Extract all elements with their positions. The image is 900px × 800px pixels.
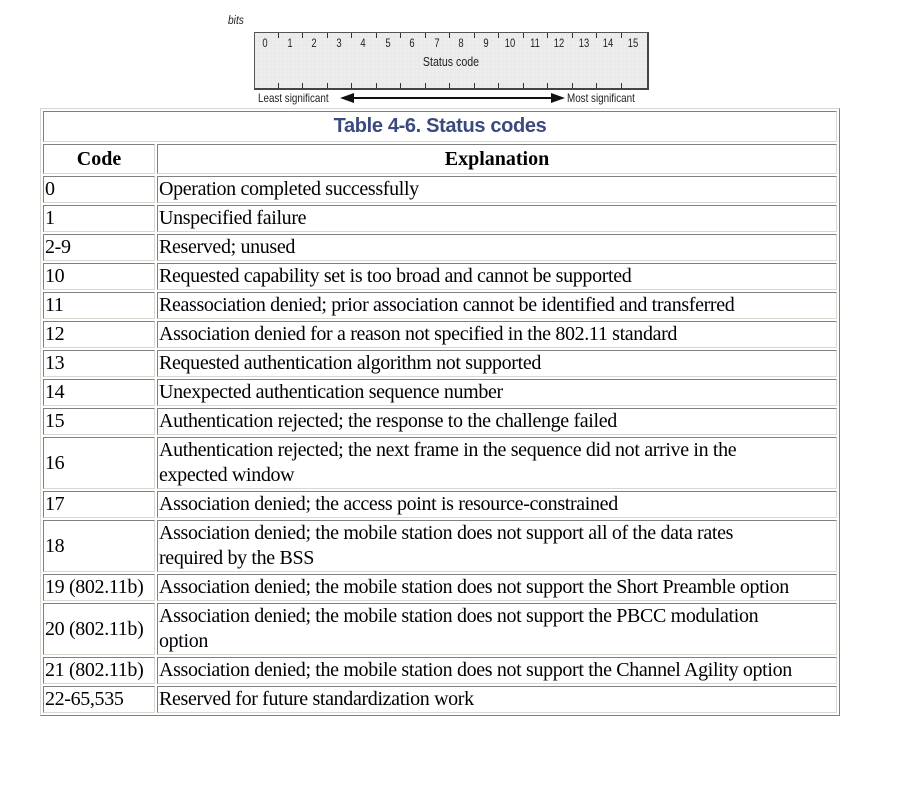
bit-divider-tick xyxy=(278,83,279,88)
bit-divider-tick xyxy=(449,33,450,38)
bit-divider-tick xyxy=(425,83,426,88)
least-significant-label: Least significant xyxy=(258,91,329,105)
field-name: Status code xyxy=(422,55,480,69)
status-code-cell: 14 xyxy=(43,379,155,406)
bit-divider-tick xyxy=(302,33,303,38)
explanation-cell: Association denied for a reason not specified in the 802.11 standard xyxy=(157,321,837,348)
explanation-cell: Association denied; the mobile station does not support all of the data rates required by the BSS xyxy=(157,520,837,572)
status-code-cell: 1 xyxy=(43,205,155,232)
bit-divider-tick xyxy=(572,33,573,38)
status-code-cell: 2-9 xyxy=(43,234,155,261)
status-codes-table xyxy=(40,108,840,716)
bit-divider-tick xyxy=(400,83,401,88)
status-code-cell: 12 xyxy=(43,321,155,348)
bit-divider-tick xyxy=(523,83,524,88)
bit-number: 0 xyxy=(262,38,268,50)
bit-number: 3 xyxy=(336,38,342,50)
bit-number: 4 xyxy=(360,38,366,50)
bit-divider-tick xyxy=(376,83,377,88)
table-row xyxy=(43,603,837,655)
explanation-cell: Unexpected authentication sequence number xyxy=(157,379,837,406)
bit-number: 12 xyxy=(554,38,565,50)
status-code-cell: 10 xyxy=(43,263,155,290)
bit-divider-tick xyxy=(449,83,450,88)
bit-divider-tick xyxy=(351,83,352,88)
status-code-cell: 17 xyxy=(43,491,155,518)
bit-divider-tick xyxy=(498,33,499,38)
table-row xyxy=(43,520,837,572)
bit-divider-tick xyxy=(498,83,499,88)
explanation-cell: Reassociation denied; prior association cannot be identified and transferred xyxy=(157,292,837,319)
explanation-cell: Requested capability set is too broad and cannot be supported xyxy=(157,263,837,290)
status-code-cell: 22-65,535 xyxy=(43,686,155,713)
bit-divider-tick xyxy=(596,83,597,88)
table-row xyxy=(43,379,837,406)
bit-number: 1 xyxy=(287,38,293,50)
bit-divider-tick xyxy=(547,83,548,88)
status-code-bit-diagram xyxy=(0,0,900,110)
bit-number: 2 xyxy=(311,38,317,50)
column-header-explanation: Explanation xyxy=(157,144,837,174)
table-row xyxy=(43,350,837,377)
bit-divider-tick xyxy=(376,33,377,38)
status-code-cell: 13 xyxy=(43,350,155,377)
bit-number: 7 xyxy=(434,38,440,50)
explanation-cell: Association denied; the mobile station does not support the Channel Agility option xyxy=(157,657,837,684)
caption-row xyxy=(43,111,837,142)
double-headed-arrow-icon xyxy=(340,92,565,104)
most-significant-label: Most significant xyxy=(567,91,635,105)
bit-divider-tick xyxy=(351,33,352,38)
column-header-code: Code xyxy=(43,144,155,174)
bit-divider-tick xyxy=(474,83,475,88)
table-row xyxy=(43,234,837,261)
bits-label: bits xyxy=(228,13,244,27)
bit-divider-tick xyxy=(425,33,426,38)
bit-number: 13 xyxy=(578,38,589,50)
bit-divider-tick xyxy=(547,33,548,38)
bit-number: 10 xyxy=(505,38,516,50)
table-row xyxy=(43,437,837,489)
bit-divider-tick xyxy=(621,33,622,38)
status-code-cell: 20 (802.11b) xyxy=(43,603,155,655)
explanation-cell: Reserved for future standardization work xyxy=(157,686,837,713)
status-code-cell: 21 (802.11b) xyxy=(43,657,155,684)
status-code-field-box xyxy=(254,32,649,90)
bit-number: 8 xyxy=(458,38,464,50)
table-row xyxy=(43,176,837,203)
table-row xyxy=(43,491,837,518)
status-code-cell: 18 xyxy=(43,520,155,572)
bit-number: 15 xyxy=(627,38,638,50)
bit-divider-tick xyxy=(572,83,573,88)
explanation-cell: Operation completed successfully xyxy=(157,176,837,203)
bit-divider-tick xyxy=(327,83,328,88)
bit-number: 6 xyxy=(409,38,415,50)
status-code-cell: 15 xyxy=(43,408,155,435)
table-row xyxy=(43,686,837,713)
explanation-cell: Authentication rejected; the next frame in the sequence did not arrive in the expected window xyxy=(157,437,837,489)
table-row xyxy=(43,263,837,290)
explanation-cell: Unspecified failure xyxy=(157,205,837,232)
header-row xyxy=(43,144,837,174)
table-row xyxy=(43,321,837,348)
bit-number: 5 xyxy=(385,38,391,50)
table-row xyxy=(43,574,837,601)
table-row xyxy=(43,292,837,319)
explanation-cell: Association denied; the mobile station does not support the PBCC modulation option xyxy=(157,603,837,655)
bit-number: 11 xyxy=(529,38,540,50)
explanation-cell: Requested authentication algorithm not supported xyxy=(157,350,837,377)
bit-divider-tick xyxy=(400,33,401,38)
explanation-cell: Association denied; the mobile station does not support the Short Preamble option xyxy=(157,574,837,601)
bit-divider-tick xyxy=(278,33,279,38)
status-code-cell: 19 (802.11b) xyxy=(43,574,155,601)
bit-number: 9 xyxy=(483,38,489,50)
bit-number: 14 xyxy=(603,38,614,50)
explanation-cell: Authentication rejected; the response to the challenge failed xyxy=(157,408,837,435)
table-row xyxy=(43,205,837,232)
table-caption: Table 4-6. Status codes xyxy=(43,111,837,142)
bit-divider-tick xyxy=(302,83,303,88)
explanation-cell: Association denied; the access point is resource-constrained xyxy=(157,491,837,518)
bit-divider-tick xyxy=(596,33,597,38)
bit-divider-tick xyxy=(327,33,328,38)
bit-divider-tick xyxy=(621,83,622,88)
bit-divider-tick xyxy=(474,33,475,38)
explanation-cell: Reserved; unused xyxy=(157,234,837,261)
table-row xyxy=(43,408,837,435)
table-row xyxy=(43,657,837,684)
bit-divider-tick xyxy=(523,33,524,38)
status-code-cell: 0 xyxy=(43,176,155,203)
status-code-cell: 11 xyxy=(43,292,155,319)
status-code-cell: 16 xyxy=(43,437,155,489)
